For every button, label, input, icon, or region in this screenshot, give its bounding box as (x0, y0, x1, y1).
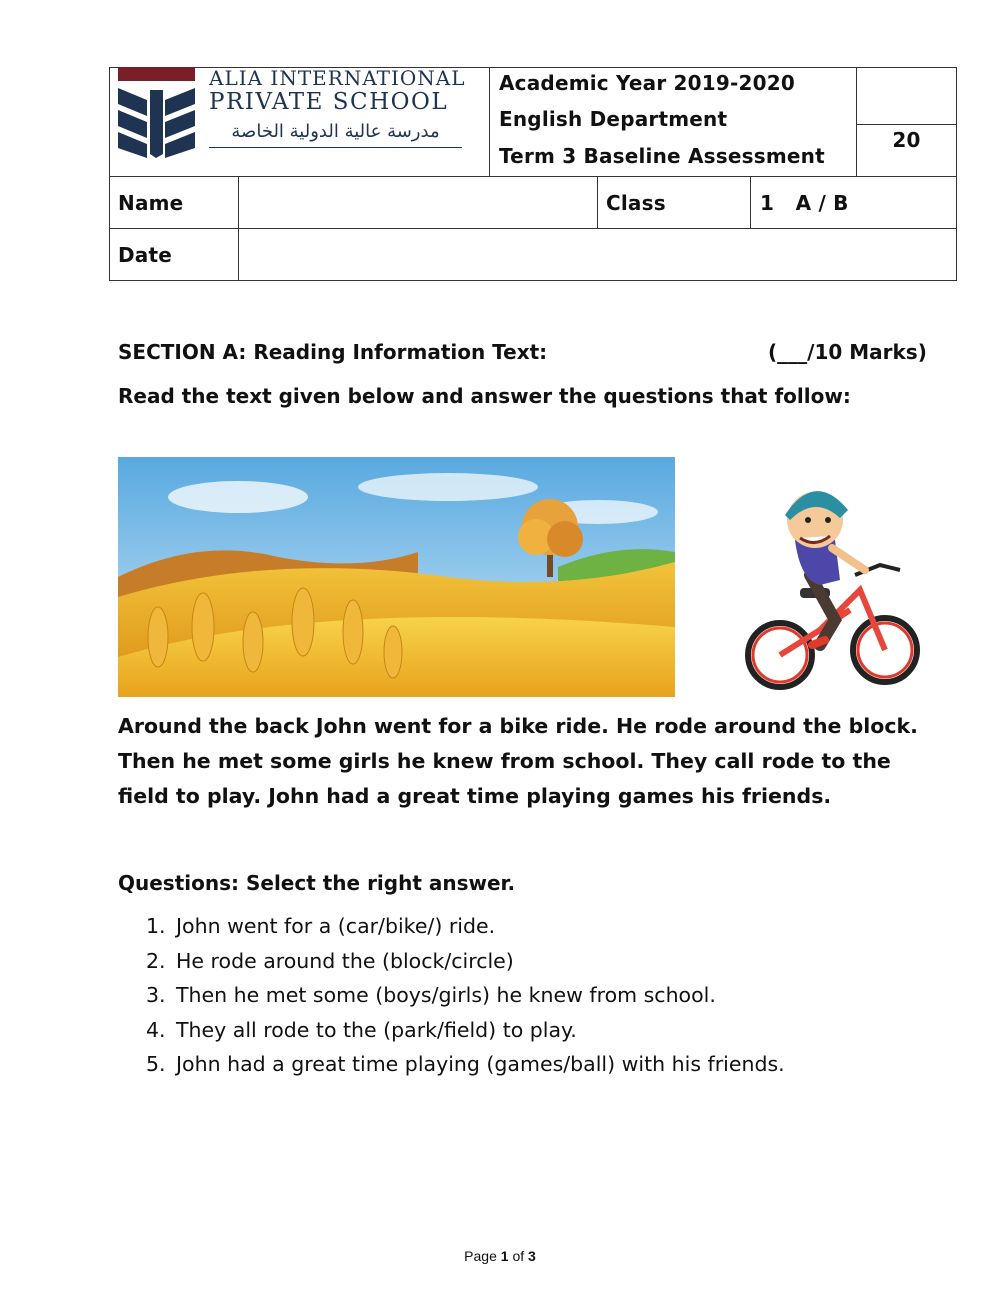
total-marks: 20 (892, 128, 921, 152)
academic-year: Academic Year 2019-2020 (499, 71, 795, 95)
name-label: Name (118, 191, 184, 215)
table-rule (597, 176, 598, 229)
question-item (146, 949, 514, 973)
question-number: 2. (146, 949, 166, 973)
school-crest-icon (117, 66, 199, 158)
page-current: 1 (500, 1248, 509, 1264)
class-value: 1 A / B (760, 191, 849, 215)
page-footer (0, 1248, 1000, 1264)
question-text[interactable]: Then he met some (boys/girls) he knew from school. (176, 983, 716, 1007)
question-number: 5. (146, 1052, 166, 1076)
question-item (146, 914, 495, 938)
date-field[interactable] (240, 230, 956, 280)
logo-divider (209, 147, 462, 148)
question-item (146, 1052, 785, 1076)
questions-heading: Questions: Select the right answer. (118, 871, 516, 895)
question-text[interactable]: John went for a (car/bike/) ride. (176, 914, 496, 938)
class-label: Class (606, 191, 666, 215)
question-text[interactable]: John had a great time playing (games/ball) with his friends. (176, 1052, 785, 1076)
school-name-arabic: مدرسة عالية الدولية الخاصة (231, 121, 440, 142)
table-rule (109, 228, 957, 229)
question-text[interactable]: They all rode to the (park/field) to play. (176, 1018, 577, 1042)
department: English Department (499, 107, 728, 131)
question-number: 4. (146, 1018, 166, 1042)
section-marks: (___/10 Marks) (768, 340, 927, 364)
page-of: of (508, 1248, 529, 1264)
table-rule (238, 176, 239, 281)
question-number: 3. (146, 983, 166, 1007)
page-prefix: Page (464, 1248, 501, 1264)
question-item (146, 983, 716, 1007)
school-name-line2: PRIVATE SCHOOL (209, 89, 449, 115)
table-rule (109, 176, 957, 177)
table-rule (489, 67, 490, 177)
table-rule (750, 176, 751, 229)
name-field[interactable] (240, 178, 596, 227)
section-title: SECTION A: Reading Information Text: (118, 340, 548, 364)
date-label: Date (118, 243, 173, 267)
reading-passage: Around the back John went for a bike ride. He rode around the block. Then he met some girls he knew from school. They call rode to the field to play. John had a great time playing games his friends. (118, 714, 918, 808)
page-total: 3 (528, 1248, 536, 1264)
question-item (146, 1018, 577, 1042)
boy-bike-illustration (740, 470, 925, 700)
question-number: 1. (146, 914, 166, 938)
section-instruction: Read the text given below and answer the questions that follow: (118, 384, 851, 408)
school-logo (117, 66, 467, 166)
school-name-line1: ALIA INTERNATIONAL (209, 66, 466, 90)
assessment-title: Term 3 Baseline Assessment (499, 144, 825, 168)
question-text[interactable]: He rode around the (block/circle) (176, 949, 514, 973)
table-rule (856, 67, 857, 177)
table-rule (856, 124, 957, 125)
field-illustration (118, 457, 675, 697)
